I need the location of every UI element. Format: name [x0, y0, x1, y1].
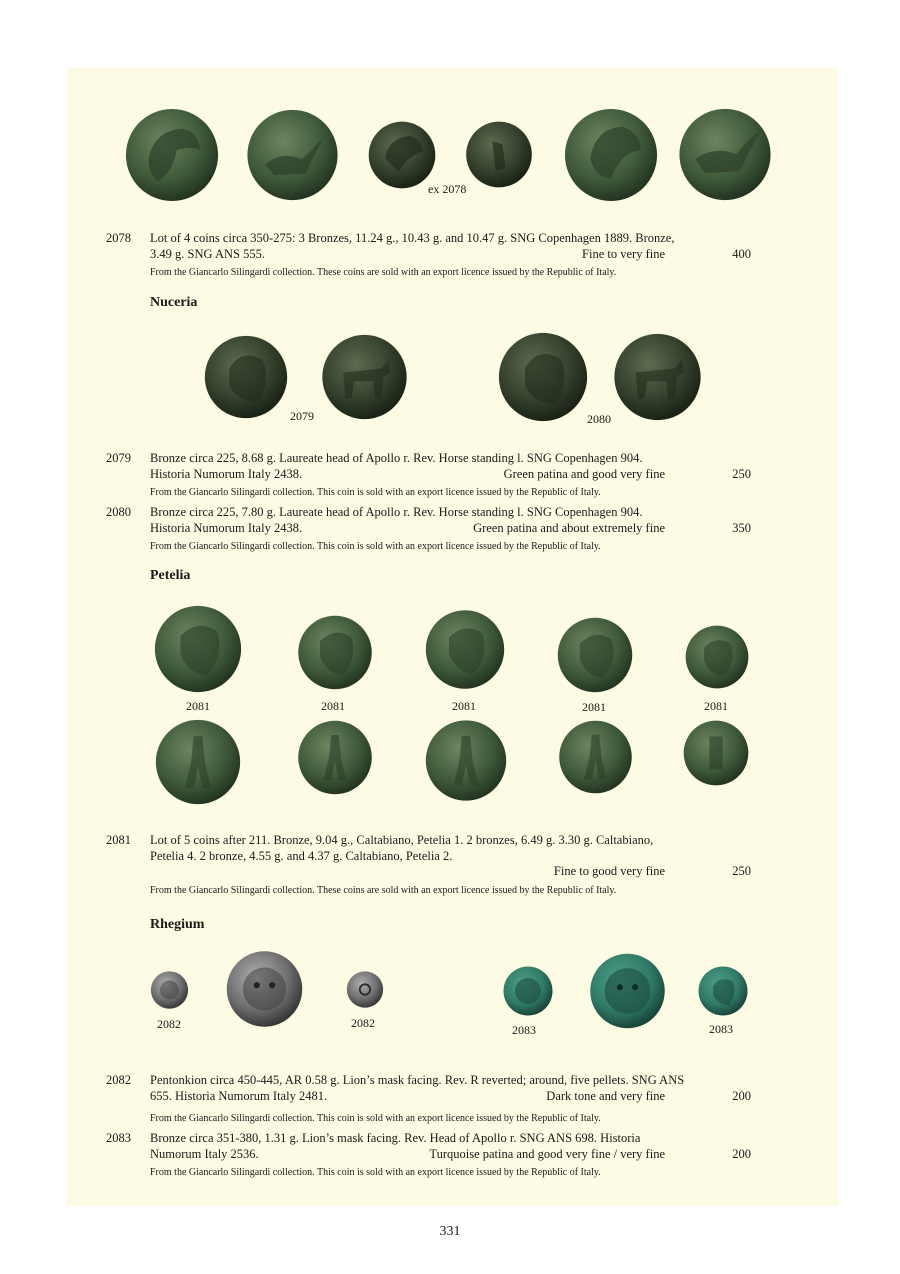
coin-2082-lion-mask-enlarged: [226, 950, 303, 1028]
lot-description-line1: Bronze circa 225, 7.80 g. Laureate head of Apollo r. Rev. Horse standing l. SNG Copenhagen 904.: [150, 505, 643, 519]
lot-description-2078: [150, 231, 751, 281]
image-caption-2079: 2079: [290, 409, 314, 423]
lot-grade: Dark tone and very fine: [546, 1088, 665, 1103]
coin-2081-reverse-2: [296, 720, 374, 795]
coin-2083-lion-mask-enlarged: [589, 953, 666, 1029]
lot-number-2082: 2082: [106, 1073, 131, 1087]
image-caption-2081: 2081: [321, 699, 345, 713]
image-caption-2081: 2081: [452, 699, 476, 713]
coin-2078-athena-head: [123, 108, 221, 202]
lot-provenance: From the Giancarlo Silingardi collection. This coin is sold with an export licence issued by the Republic of Italy.: [150, 487, 601, 498]
lot-description-line2: Petelia 4. 2 bronze, 4.55 g. and 4.37 g. Caltabiano, Petelia 2.: [150, 848, 453, 863]
lot-provenance: From the Giancarlo Silingardi collection. This coin is sold with an export licence issued by the Republic of Italy.: [150, 1113, 601, 1124]
lot-price: 250: [732, 466, 751, 481]
lot-provenance: From the Giancarlo Silingardi collection. This coin is sold with an export licence issued by the Republic of Italy.: [150, 1167, 601, 1178]
image-caption-2082: 2082: [351, 1016, 375, 1030]
lot-grade: Fine to good very fine: [553, 864, 665, 878]
lot-grade: Green patina and about extremely fine: [473, 520, 665, 535]
lot-description-2082: [150, 1073, 751, 1127]
lot-grade: Fine to very fine: [582, 246, 665, 261]
image-caption-2082: 2082: [157, 1017, 181, 1031]
coin-2083-apollo-head: [698, 966, 748, 1016]
lot-description-2079: [150, 451, 751, 501]
coin-2083-lion-mask: [503, 966, 553, 1016]
section-heading-petelia: Petelia: [150, 568, 191, 583]
page-number: 331: [439, 1224, 461, 1239]
coin-2081-obverse-4: [557, 617, 633, 693]
coin-2078-pegasus-large: [677, 108, 773, 201]
coin-2082-lion-mask: [150, 971, 189, 1009]
lot-provenance: From the Giancarlo Silingardi collection. These coins are sold with an export licence issued by the Republic of Italy.: [150, 267, 617, 278]
lot-description-line2: Historia Numorum Italy 2438.: [150, 520, 303, 535]
coin-2082-reverse: [346, 971, 384, 1008]
lot-price: 250: [732, 864, 751, 878]
section-heading-nuceria: Nuceria: [150, 295, 198, 310]
image-caption-2081: 2081: [186, 699, 210, 713]
coin-2081-obverse-3: [425, 607, 505, 692]
lot-number-2080: 2080: [106, 505, 131, 519]
image-caption-2081: 2081: [704, 699, 728, 713]
lot-grade: Turquoise patina and good very fine / very fine: [429, 1146, 665, 1161]
lot-description-line1: Pentonkion circa 450-445, AR 0.58 g. Lion’s mask facing. Rev. R reverted; around, five pellets. SNG ANS: [150, 1073, 685, 1087]
image-caption-2081: 2081: [582, 700, 606, 714]
coin-2081-obverse-2: [297, 615, 373, 690]
coin-2079-horse: [319, 334, 410, 420]
lot-description-line2: Historia Numorum Italy 2438.: [150, 466, 303, 481]
lot-price: 200: [732, 1146, 751, 1161]
coin-2078-athena-large: [563, 108, 659, 202]
lot-description-line1: Lot of 5 coins after 211. Bronze, 9.04 g., Caltabiano, Petelia 1. 2 bronzes, 6.49 g. 3.30 g. Caltabiano,: [150, 833, 654, 847]
lot-number-2079: 2079: [106, 451, 131, 465]
lot-description-line1: Bronze circa 351-380, 1.31 g. Lion’s mask facing. Rev. Head of Apollo r. SNG ANS 698. Historia: [150, 1131, 641, 1145]
lot-description-2080: [150, 505, 751, 555]
coin-2081-reverse-4: [557, 720, 634, 794]
coin-2081-reverse-1: [150, 719, 246, 805]
lot-provenance: From the Giancarlo Silingardi collection. This coin is sold with an export licence issued by the Republic of Italy.: [150, 541, 601, 552]
lot-description-line2: 3.49 g. SNG ANS 555.: [150, 246, 265, 261]
image-caption-2083: 2083: [512, 1023, 536, 1037]
lot-grade: Green patina and good very fine: [503, 466, 665, 481]
image-caption-2080: 2080: [587, 412, 611, 426]
coin-2079-apollo-head: [201, 335, 291, 419]
lot-price: 400: [732, 246, 751, 261]
lot-price: 200: [732, 1088, 751, 1103]
image-caption-2078: ex 2078: [428, 182, 467, 196]
coin-2080-horse: [612, 333, 703, 421]
lot-description-2081: [150, 833, 751, 898]
section-heading-rhegium: Rhegium: [150, 917, 205, 932]
lot-number-2083: 2083: [106, 1131, 131, 1145]
coin-2080-apollo-head: [498, 331, 588, 423]
lot-number-2081: 2081: [106, 833, 131, 847]
coin-2081-reverse-3: [425, 718, 507, 803]
coin-2078-eagle: [465, 121, 533, 188]
lot-description-line2: Numorum Italy 2536.: [150, 1146, 259, 1161]
coin-2078-athena-small: [367, 121, 437, 189]
lot-description-line1: Bronze circa 225, 8.68 g. Laureate head of Apollo r. Rev. Horse standing l. SNG Copenhagen 904.: [150, 451, 643, 465]
lot-price: 350: [732, 520, 751, 535]
lot-description-line1: Lot of 4 coins circa 350-275: 3 Bronzes, 11.24 g., 10.43 g. and 10.47 g. SNG Copenhagen 1889. Bronze,: [150, 231, 675, 245]
image-caption-2083: 2083: [709, 1022, 733, 1036]
lot-description-2083: [150, 1131, 751, 1181]
coin-2078-pegasus: [243, 109, 342, 201]
lot-number-2078: 2078: [106, 231, 131, 245]
coin-2081-obverse-1: [150, 605, 246, 693]
lot-description-line2: 655. Historia Numorum Italy 2481.: [150, 1088, 328, 1103]
coin-2081-reverse-5: [683, 719, 749, 787]
coin-2081-obverse-5: [685, 623, 749, 691]
lot-provenance: From the Giancarlo Silingardi collection. These coins are sold with an export licence issued by the Republic of Italy.: [150, 884, 617, 896]
